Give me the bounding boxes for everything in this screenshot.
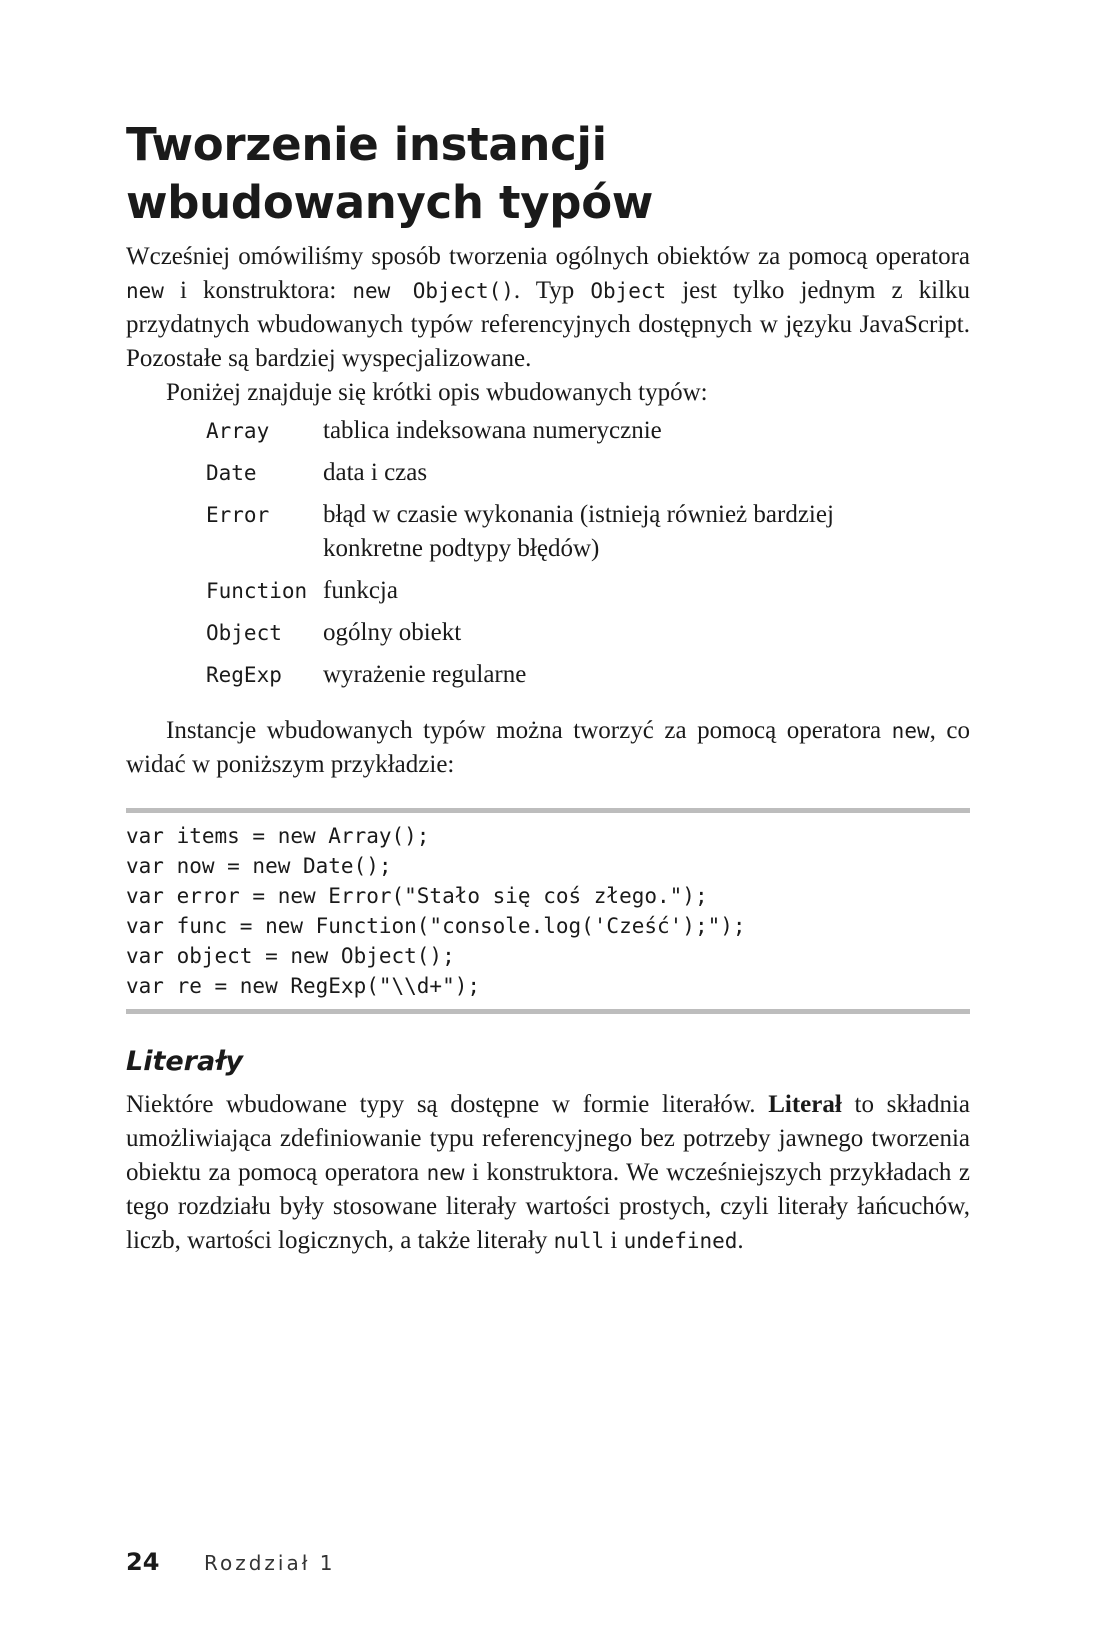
bold-term: Literał [768,1091,842,1118]
types-intro-paragraph: Poniżej znajduje się krótki opis wbudowanych typów: [166,379,708,406]
definition-description: tablica indeksowana numerycznie [323,417,662,444]
title-line-2: wbudowanych typów [126,176,654,229]
inline-code: new [426,1161,465,1185]
text-run: to składnia umożliwiająca zdefiniowanie typu referencyjnego bez potrzeby jawnego tworzenia obiektu za pomocą operatora [126,1091,970,1186]
definition-row [206,414,970,448]
definition-description: funkcja [323,577,398,604]
definition-description: wyrażenie regularne [323,661,527,688]
definition-term: RegExp [206,663,282,687]
inline-code: Object [590,279,667,303]
definition-term: Function [206,579,308,603]
code-line: var object = new Object(); [126,944,455,968]
text-run: . Typ [513,277,591,304]
text-run: . [737,1227,744,1254]
inline-code: undefined [623,1229,738,1253]
text-run: Niektóre wbudowane typy są dostępne w formie literałów. [126,1091,769,1118]
page-content [126,116,970,1258]
code-line: var now = new Date(); [126,854,392,878]
example-intro-paragraph [126,714,970,782]
definition-term: Object [206,621,282,645]
definition-term: Error [206,503,270,527]
page-footer [126,1548,336,1576]
definition-row [206,498,970,566]
title-line-1: Tworzenie instancji [126,118,607,171]
text-run: Instancje wbudowanych typów można tworzyć za pomocą operatora [166,717,892,744]
text-run: i konstruktora: [163,277,353,304]
definition-term: Date [206,461,257,485]
page-number: 24 [126,1548,160,1576]
definition-description: błąd w czasie wykonania (istnieją również bardziej konkretne podtypy błędów) [323,501,834,562]
intro-paragraph [126,240,970,376]
definition-row [206,616,970,650]
definition-description: data i czas [323,459,428,486]
code-line: var error = new Error("Stało się coś złego."); [126,884,708,908]
inline-code: new [126,279,164,303]
definition-row [206,658,970,692]
inline-code: new Object() [352,279,514,303]
inline-code: null [553,1229,605,1253]
types-definition-list [206,414,970,692]
code-line: var func = new Function("console.log('Cześć');"); [126,914,746,938]
literals-paragraph [126,1088,970,1258]
section-heading: Literały [126,1046,243,1077]
code-line: var items = new Array(); [126,824,430,848]
definition-row [206,456,970,490]
text-run: i konstruktora. We wcześniejszych przykładach z tego rozdziału były stosowane literały wartości prostych, czyli literały łańcuchów, liczb, wartości logicznych, a także literały [126,1159,971,1254]
inline-code: new [891,719,930,743]
definition-row [206,574,970,608]
text-run: , co widać w poniższym przykładzie: [126,717,970,778]
text-run: Wcześniej omówiliśmy sposób tworzenia ogólnych obiektów za pomocą operatora [126,243,970,270]
code-line: var re = new RegExp("\\d+"); [126,974,481,998]
text-run: jest tylko jednym z kilku przydatnych wbudowanych typów referencyjnych dostępnych w języku JavaScript. Pozostałe są bardziej wyspecjalizowane. [126,277,971,372]
definition-term: Array [206,419,270,443]
text-run: i [604,1227,624,1254]
chapter-label: Rozdział 1 [204,1551,336,1575]
definition-description: ogólny obiekt [323,619,462,646]
page-title [126,116,970,232]
code-listing [126,808,970,1014]
